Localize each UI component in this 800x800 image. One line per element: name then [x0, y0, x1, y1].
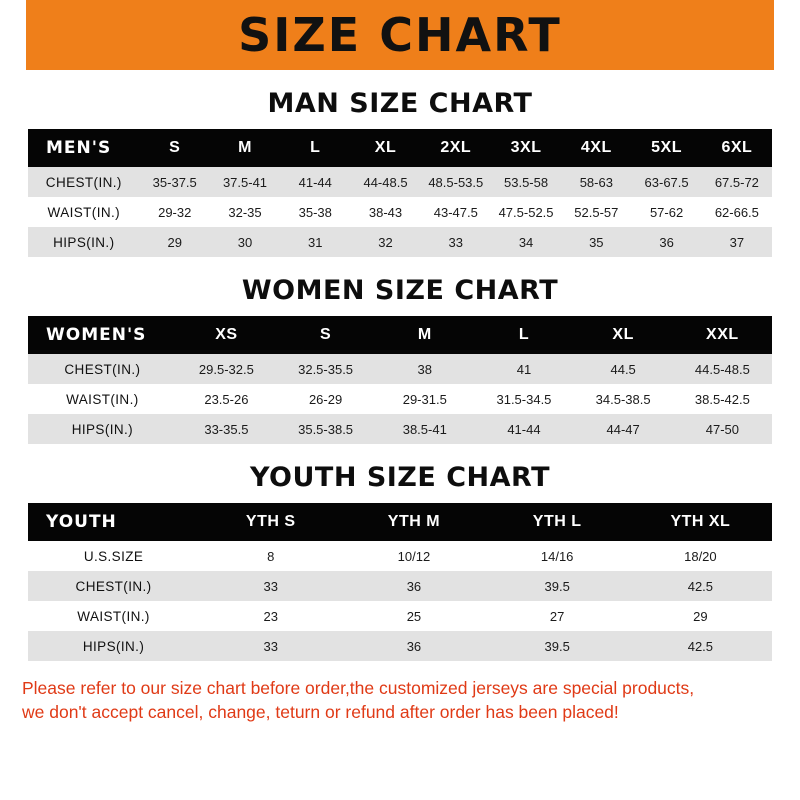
men-header-8: 5XL: [631, 129, 701, 167]
men-row1-c5: 43-47.5: [421, 197, 491, 227]
men-row2-c2: 30: [210, 227, 280, 257]
men-row0-c8: 63-67.5: [631, 167, 701, 197]
men-header-6: 3XL: [491, 129, 561, 167]
youth-section-title: YOUTH SIZE CHART: [249, 462, 551, 493]
women-row0-c2: 32.5-35.5: [276, 354, 375, 384]
women-row1-c6: 38.5-42.5: [673, 384, 772, 414]
men-row1-c4: 38-43: [350, 197, 420, 227]
men-row2-c6: 34: [491, 227, 561, 257]
women-row1-c5: 34.5-38.5: [574, 384, 673, 414]
youth-row2-label: WAIST(IN.): [28, 601, 199, 631]
footer-note: [22, 677, 778, 724]
youth-table-wrap: [28, 503, 772, 661]
youth-row2-c3: 27: [486, 601, 629, 631]
men-row2-c7: 35: [561, 227, 631, 257]
women-row0-c4: 41: [474, 354, 573, 384]
men-row1-c7: 52.5-57: [561, 197, 631, 227]
table-row: [28, 571, 772, 601]
men-header-4: XL: [350, 129, 420, 167]
table-row: [28, 414, 772, 444]
men-row1-c1: 29-32: [140, 197, 210, 227]
women-row2-c5: 44-47: [574, 414, 673, 444]
men-header-1: S: [140, 129, 210, 167]
women-header-6: XXL: [673, 316, 772, 354]
table-row: [28, 541, 772, 571]
women-row0-label: CHEST(IN.): [28, 354, 177, 384]
men-row0-label: CHEST(IN.): [28, 167, 140, 197]
women-header-1: XS: [177, 316, 276, 354]
youth-header-4: YTH XL: [629, 503, 772, 541]
women-row1-label: WAIST(IN.): [28, 384, 177, 414]
men-header-0: MEN'S: [28, 129, 140, 167]
women-row2-c6: 47-50: [673, 414, 772, 444]
table-row: [28, 631, 772, 661]
youth-row0-c4: 18/20: [629, 541, 772, 571]
youth-row3-c1: 33: [199, 631, 342, 661]
men-row2-c3: 31: [280, 227, 350, 257]
table-row: [28, 167, 772, 197]
youth-row1-c2: 36: [342, 571, 485, 601]
women-row0-c5: 44.5: [574, 354, 673, 384]
women-row1-c1: 23.5-26: [177, 384, 276, 414]
men-row2-c8: 36: [631, 227, 701, 257]
youth-row1-c4: 42.5: [629, 571, 772, 601]
footer-note-line-1: Please refer to our size chart before order,the customized jerseys are special products,: [22, 678, 695, 698]
youth-header-3: YTH L: [486, 503, 629, 541]
youth-row1-c1: 33: [199, 571, 342, 601]
men-header-3: L: [280, 129, 350, 167]
women-row0-c6: 44.5-48.5: [673, 354, 772, 384]
table-row: [28, 197, 772, 227]
youth-row2-c2: 25: [342, 601, 485, 631]
table-header-row: [28, 129, 772, 167]
men-row1-label: WAIST(IN.): [28, 197, 140, 227]
men-header-2: M: [210, 129, 280, 167]
youth-row0-c1: 8: [199, 541, 342, 571]
men-row1-c9: 62-66.5: [702, 197, 772, 227]
youth-row0-label: U.S.SIZE: [28, 541, 199, 571]
footer-note-line-2: we don't accept cancel, change, teturn or refund after order has been placed!: [22, 701, 619, 722]
men-size-table: [28, 129, 772, 257]
youth-row1-label: CHEST(IN.): [28, 571, 199, 601]
youth-row2-c4: 29: [629, 601, 772, 631]
women-size-table: [28, 316, 772, 444]
men-row0-c7: 58-63: [561, 167, 631, 197]
women-row2-c4: 41-44: [474, 414, 573, 444]
men-row1-c8: 57-62: [631, 197, 701, 227]
men-header-7: 4XL: [561, 129, 631, 167]
men-row2-c9: 37: [702, 227, 772, 257]
men-row1-c6: 47.5-52.5: [491, 197, 561, 227]
women-header-2: S: [276, 316, 375, 354]
women-row0-c3: 38: [375, 354, 474, 384]
men-section-title: MAN SIZE CHART: [267, 88, 533, 119]
youth-row0-c2: 10/12: [342, 541, 485, 571]
table-header-row: [28, 503, 772, 541]
men-row0-c5: 48.5-53.5: [421, 167, 491, 197]
youth-row3-c2: 36: [342, 631, 485, 661]
men-row0-c3: 41-44: [280, 167, 350, 197]
youth-row1-c3: 39.5: [486, 571, 629, 601]
youth-header-2: YTH M: [342, 503, 485, 541]
men-row2-c5: 33: [421, 227, 491, 257]
women-header-3: M: [375, 316, 474, 354]
youth-size-table: [28, 503, 772, 661]
table-row: [28, 354, 772, 384]
men-row0-c6: 53.5-58: [491, 167, 561, 197]
women-section-title: WOMEN SIZE CHART: [241, 275, 559, 306]
women-row2-label: HIPS(IN.): [28, 414, 177, 444]
women-row1-c3: 29-31.5: [375, 384, 474, 414]
page-title: SIZE CHART: [238, 8, 562, 62]
youth-row3-label: HIPS(IN.): [28, 631, 199, 661]
women-row2-c1: 33-35.5: [177, 414, 276, 444]
men-row0-c9: 67.5-72: [702, 167, 772, 197]
table-header-row: [28, 316, 772, 354]
men-row1-c2: 32-35: [210, 197, 280, 227]
youth-row0-c3: 14/16: [486, 541, 629, 571]
table-row: [28, 384, 772, 414]
men-row1-c3: 35-38: [280, 197, 350, 227]
youth-header-1: YTH S: [199, 503, 342, 541]
header-band: [0, 0, 800, 70]
men-row2-c1: 29: [140, 227, 210, 257]
men-row0-c2: 37.5-41: [210, 167, 280, 197]
men-row2-label: HIPS(IN.): [28, 227, 140, 257]
youth-row2-c1: 23: [199, 601, 342, 631]
men-header-9: 6XL: [702, 129, 772, 167]
women-header-5: XL: [574, 316, 673, 354]
women-row0-c1: 29.5-32.5: [177, 354, 276, 384]
women-row1-c2: 26-29: [276, 384, 375, 414]
men-row0-c1: 35-37.5: [140, 167, 210, 197]
women-row2-c3: 38.5-41: [375, 414, 474, 444]
women-table-wrap: [28, 316, 772, 444]
women-header-0: WOMEN'S: [28, 316, 177, 354]
women-row1-c4: 31.5-34.5: [474, 384, 573, 414]
table-row: [28, 227, 772, 257]
women-header-4: L: [474, 316, 573, 354]
table-row: [28, 601, 772, 631]
youth-row3-c4: 42.5: [629, 631, 772, 661]
men-row2-c4: 32: [350, 227, 420, 257]
men-row0-c4: 44-48.5: [350, 167, 420, 197]
women-row2-c2: 35.5-38.5: [276, 414, 375, 444]
men-table-wrap: [28, 129, 772, 257]
youth-row3-c3: 39.5: [486, 631, 629, 661]
men-header-5: 2XL: [421, 129, 491, 167]
youth-header-0: YOUTH: [28, 503, 199, 541]
